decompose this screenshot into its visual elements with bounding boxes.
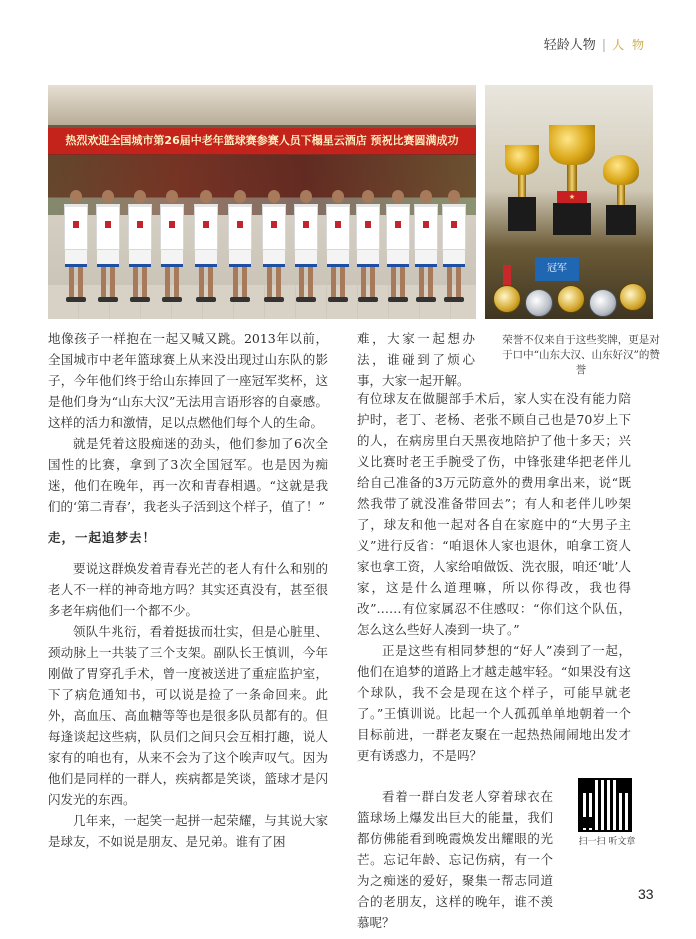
- right-column-top: 难，大家一起想办法，谁碰到了烦心事，大家一起开解。: [357, 331, 475, 388]
- photo-caption: 荣誉不仅来自于这些奖牌，更是对于口中“山东大汉、山东好汉”的赞誉: [502, 334, 660, 376]
- right-column-closing: [357, 786, 553, 933]
- player-figure: [194, 190, 218, 298]
- player-figure: [228, 190, 252, 298]
- paragraph: 有位球友在做腿部手术后，家人实在没有能力陪护时，老丁、老杨、老张不顾自己也是70岁上下的人，在病房里白天黑夜地陪护了他十多天；兴义比赛时老王手腕受了伤，中锋张建华把老伴儿给自己准备的3万元防意外的费用拿出来，说“既然我带了就没准备带回去”；有人和老伴儿吵架了，球友和他一起对各自在家庭中的“大男子主义”进行反省：“咱退休人家也退休，咱拿工资人家也拿工资，人家给咱做饭、洗衣服，咱还‘呲’人家，这是什么道理嘛，所以你得改，我也得改”……有位家属忍不住感叹：“你们这个队伍，怎么这么些好人凑到一块了。”: [357, 391, 631, 637]
- header-separator: |: [601, 38, 607, 53]
- trophy: [505, 145, 539, 231]
- player-figure: [356, 190, 380, 298]
- paragraph: 就是凭着这股痴迷的劲头，他们参加了6次全国性的比赛，拿到了3次全国冠军。也是因为痴迷，他们在晚年，再一次和青春相遇。“这就是我们的‘第二青春’，我老头子活到这个样子，值了！”: [48, 436, 328, 514]
- champion-plaque: 冠军: [535, 257, 579, 281]
- paragraph: 看着一群白发老人穿着球衣在篮球场上爆发出巨大的能量，我们都仿佛能看到晚霞焕发出耀眼的光芒。忘记年龄、忘记伤病，有一个为之痴迷的爱好，聚集一帮志同道合的老朋友，这样的晚年，谁不羡慕呢？: [357, 789, 553, 930]
- player-figure: [414, 190, 438, 298]
- trophy: ★: [549, 125, 595, 235]
- section-heading: 走，一起追梦去！: [48, 530, 157, 545]
- paragraph: 几年来，一起笑一起拼一起荣耀，与其说大家是球友，不如说是朋友、是兄弟。谁有了困: [48, 813, 328, 849]
- player-figure: [442, 190, 466, 298]
- photo-banner: 热烈欢迎全国城市第26届中老年篮球赛参赛人员下榻星云酒店 预祝比赛圆满成功: [48, 128, 476, 154]
- magazine-name: 轻龄人物: [543, 38, 596, 53]
- left-column: [48, 328, 328, 852]
- medal: [525, 289, 553, 317]
- medal: [619, 283, 647, 311]
- trophy: [603, 155, 639, 235]
- player-figure: [294, 190, 318, 298]
- player-figure: [64, 190, 88, 298]
- paragraph: 正是这些有相同梦想的“好人”凑到了一起，他们在追梦的道路上才越走越牢轻。“如果没有这个球队，我不会是现在这个样子，可能早就老了。”王慎训说。比起一个人孤孤单单地朝着一个目标前进，一群老友聚在一起热热闹闹地出发才更有诱惑力，不是吗？: [357, 643, 631, 763]
- player-figure: [160, 190, 184, 298]
- player-figure: [326, 190, 350, 298]
- player-figure: [128, 190, 152, 298]
- medal: [557, 285, 585, 313]
- page-number: 33: [638, 886, 654, 902]
- team-photo: [48, 85, 476, 319]
- medal: [589, 289, 617, 317]
- running-header: [544, 34, 646, 53]
- paragraph: 地像孩子一样抱在一起又喊又跳。2013年以前，全国城市中老年篮球赛上从来没出现过山东队的影子，今年他们终于给山东捧回了一座冠军奖杯，这是他们身为“山东大汉”无法用言语形容的自豪感。这样的活力和激情，足以点燃他们每个人的生命。: [48, 331, 328, 430]
- section-label: 人 物: [612, 38, 646, 52]
- paragraph: 要说这群焕发着青春光芒的老人有什么和别的老人不一样的神奇地方吗？其实还真没有，甚至很多老年病他们一个都不少。: [48, 561, 328, 618]
- paragraph: 领队牛兆衍，看着挺拔而壮实，但是心脏里、颈动脉上一共装了三个支架。副队长王慎训，今年刚做了胃穿孔手术，曾一度被送进了重症监护室，下了病危通知书，可以说是捡了一条命回来。此外，高血压、高血糖等等也是很多队员都有的。但每逢谈起这些病，队员们之间只会互相打趣，说人家有的咱也有，从来不会为了这个唉声叹气。因为他们是同样的一群人，疾病都是笑谈，篮球才是闪闪发光的东西。: [48, 624, 328, 807]
- qr-label: 扫一扫 听文章: [578, 837, 636, 847]
- medal: [493, 285, 521, 313]
- hotel-roof: [48, 85, 476, 128]
- right-column: [357, 388, 631, 766]
- player-figure: [386, 190, 410, 298]
- player-figure: [96, 190, 120, 298]
- qr-code[interactable]: [578, 778, 632, 832]
- trophy-photo: [485, 85, 653, 319]
- player-figure: [262, 190, 286, 298]
